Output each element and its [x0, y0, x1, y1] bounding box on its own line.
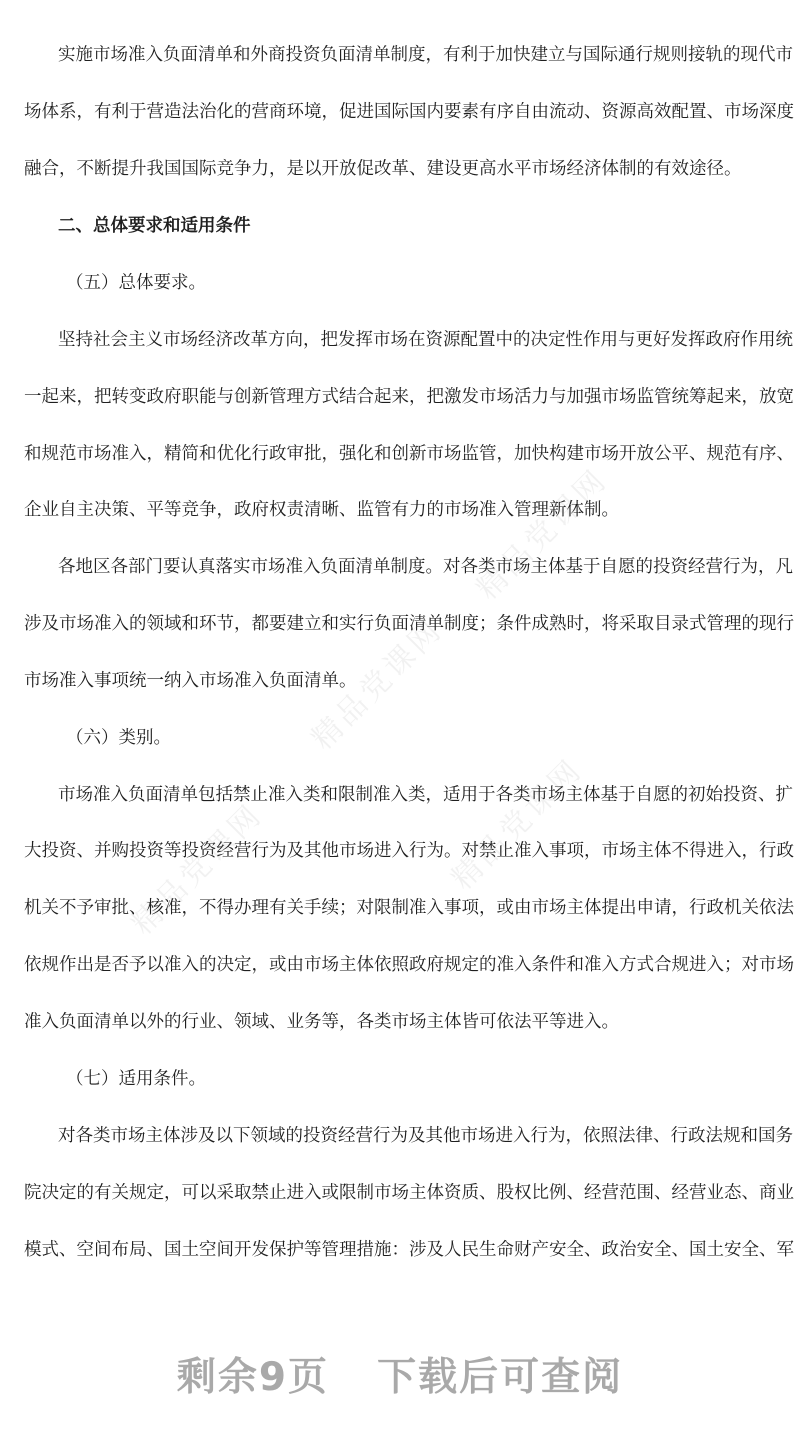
remaining-pages-banner[interactable] [0, 1346, 800, 1402]
paragraph-5-line-3: 模式、空间布局、国土空间开发保护等管理措施：涉及人民生命财产安全、政治安全、国土安全、军 [24, 1240, 794, 1260]
paragraph-1-line-3: 融合，不断提升我国国际竞争力，是以开放促改革、建设更高水平市场经济体制的有效途径。 [24, 159, 742, 179]
paragraph-2-line-2: 一起来，把转变政府职能与创新管理方式结合起来，把激发市场活力与加强市场监管统筹起来，放宽 [24, 387, 794, 407]
subheading-applicable-conditions: （七）适用条件。 [66, 1069, 206, 1089]
watermark: 精品党课网 [124, 796, 270, 942]
paragraph-3-line-1: 各地区各部门要认真落实市场准入负面清单制度。对各类市场主体基于自愿的投资经营行为，凡 [58, 557, 793, 577]
download-hint-label: 下载后可查阅 [377, 1355, 624, 1400]
remaining-pages-label: 剩余9页 [176, 1355, 330, 1400]
paragraph-4-line-1: 市场准入负面清单包括禁止准入类和限制准入类，适用于各类市场主体基于自愿的初始投资、扩 [58, 785, 793, 805]
paragraph-2-line-3: 和规范市场准入，精简和优化行政审批，强化和创新市场监管，加快构建市场开放公平、规范有序、 [24, 444, 794, 464]
paragraph-1-line-1: 实施市场准入负面清单和外商投资负面清单制度，有利于加快建立与国际通行规则接轨的现代市 [58, 45, 793, 65]
subheading-general-requirements: （五）总体要求。 [66, 273, 206, 293]
paragraph-4-line-2: 大投资、并购投资等投资经营行为及其他市场进入行为。对禁止准入事项，市场主体不得进入，行政 [24, 841, 794, 861]
paragraph-3-line-3: 市场准入事项统一纳入市场准入负面清单。 [24, 671, 357, 691]
paragraph-4-line-5: 准入负面清单以外的行业、领域、业务等，各类市场主体皆可依法平等进入。 [24, 1012, 619, 1032]
paragraph-5-line-2: 院决定的有关规定，可以采取禁止进入或限制市场主体资质、股权比例、经营范围、经营业态、商业 [24, 1183, 794, 1203]
paragraph-5-line-1: 对各类市场主体涉及以下领域的投资经营行为及其他市场进入行为，依照法律、行政法规和国务 [58, 1126, 793, 1146]
paragraph-4-line-4: 依规作出是否予以准入的决定，或由市场主体依照政府规定的准入条件和准入方式合规进入；对市场 [24, 955, 794, 975]
subheading-categories: （六）类别。 [66, 728, 171, 748]
paragraph-1-line-2: 场体系，有利于营造法治化的营商环境，促进国际国内要素有序自由流动、资源高效配置、市场深度 [24, 102, 794, 122]
paragraph-2-line-4: 企业自主决策、平等竞争，政府权责清晰、监管有力的市场准入管理新体制。 [24, 500, 619, 520]
watermark: 精品党课网 [304, 611, 450, 757]
watermark: 精品党课网 [444, 751, 590, 897]
paragraph-4-line-3: 机关不予审批、核准，不得办理有关手续；对限制准入事项，或由市场主体提出申请，行政机关依法 [24, 898, 794, 918]
paragraph-2-line-1: 坚持社会主义市场经济改革方向，把发挥市场在资源配置中的决定性作用与更好发挥政府作用统 [58, 330, 793, 350]
section-heading: 二、总体要求和适用条件 [58, 216, 251, 236]
watermark: 精品党课网 [469, 461, 615, 607]
paragraph-3-line-2: 涉及市场准入的领域和环节，都要建立和实行负面清单制度；条件成熟时，将采取目录式管理的现行 [24, 614, 794, 634]
